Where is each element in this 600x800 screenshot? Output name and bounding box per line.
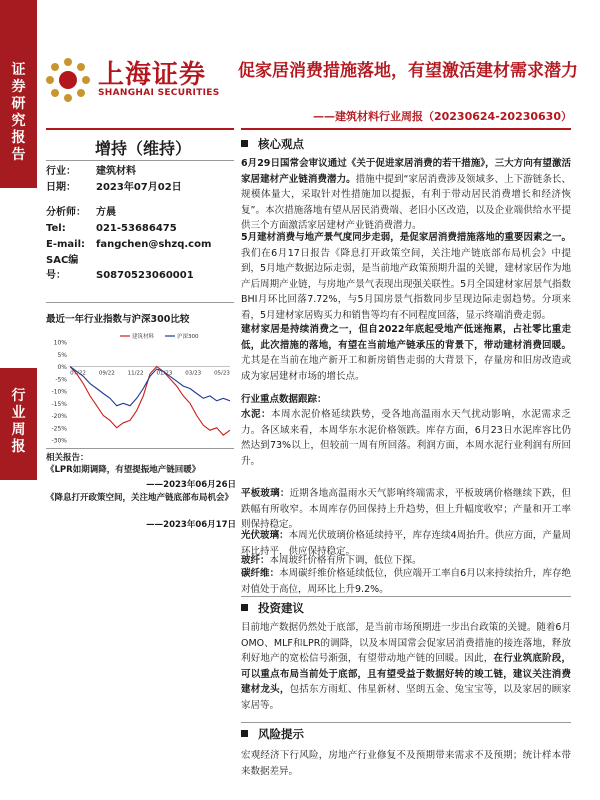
industry-item-text: 本周碳纤维价格延续低位，供应端开工率自6月以来持续抬升，库存绝对值处于高位，周环比上升9.2%。: [241, 568, 571, 595]
y-tick-label: 5%: [57, 351, 67, 359]
industry-item-key: 光伏玻璃：: [241, 530, 289, 541]
info-row: [46, 205, 116, 220]
logo-en: SHANGHAI SECURITIES: [98, 88, 220, 98]
info-row: [46, 164, 136, 179]
related-report-1-date: ——2023年06月26日: [146, 480, 236, 490]
core-paragraph-2: 5月建材消费与地产景气度同步走弱，是促家居消费措施落地的重要因素之一。我们在6月17日报告《降息打开政策空间，关注地产链底部布局机会》中提到，5月地产数据边际走弱，是当前地产政策预期升温的关键，建材家居作为地产后周期产业链，与房地产景气表现出现强关联性。5月全国建材家居景气指数BHI月环比回落7.72%，与5月国房景气指数同步呈现边际走弱趋势。分项来看，5月建材家居购买力和销售等均有不同程度回落，显示终端消费走弱。: [241, 232, 571, 321]
info-row: [46, 221, 177, 236]
y-tick-label: -5%: [55, 376, 67, 384]
related-report-2: 《降息打开政策空间，关注地产链底部布局机会》: [46, 493, 234, 503]
info-divider: [46, 302, 234, 303]
series-line: [70, 367, 230, 406]
sidebar-weekly-tag: [0, 368, 37, 480]
industry-item-text: 本周水泥价格延续跌势，受各地高温雨水天气扰动影响，水泥需求乏力。各区域来看，本周华东水泥价格领跌。库存方面，6月23日水泥库容比仍然达到73%以上，但较前一周有所回落。利润方面，本周水泥行业利润有所回升。: [241, 409, 571, 467]
y-tick-label: 10%: [53, 339, 67, 347]
y-tick-label: 0%: [57, 364, 67, 371]
info-key: E-mail:: [46, 239, 86, 250]
industry-item-key: 平板玻璃：: [241, 488, 290, 499]
x-tick-label: 01/23: [156, 370, 173, 377]
related-report-2-date: ——2023年06月17日: [146, 520, 236, 530]
sidebar: [0, 0, 37, 800]
core-paragraph-3: 建材家居是持续消费之一，但自2022年底起受地产低迷拖累，占社零比重走低，此次措施的落地，有望在当前地产链承压的背景下，带动建材消费回暖。尤其是在当前在地产新开工和新房销售走弱的大背景下，存量房和旧房改造或成为家居建材市场的增长点。: [241, 324, 571, 382]
invest-paragraph: 目前地产数据仍然处于底部，是当前市场预期进一步出台政策的关键。随着6月OMO、MLF和LPR的调降，以及本周国常会促家居消费措施的接连落地，释放利好地产的宽松信号渐强，有望带动地产链的回暖。因此，在行业筑底阶段，可以重点布局当前处于底部，且有望受益于数据好转的竣工链，建议关注消费建材龙头，包括东方雨虹、伟星新材、坚朗五金、兔宝宝等，以及家居的顾家家居等。: [241, 622, 571, 711]
right-divider-top: [241, 128, 571, 130]
industry-item: [241, 486, 571, 533]
rating-label: 增持（维持）: [95, 139, 192, 158]
y-tick-label: -20%: [51, 413, 67, 420]
report-subtitle: ——建筑材料行业周报（20230624-20230630）: [312, 110, 572, 123]
x-tick-label: 05/23: [214, 370, 230, 377]
industry-item-key: 碳纤维：: [241, 568, 280, 579]
invest-heading: 投资建议: [241, 600, 304, 616]
rating-divider: [46, 160, 234, 161]
core-heading: 核心观点: [241, 136, 304, 152]
square-bullet-icon: [241, 140, 248, 147]
x-tick-label: 03/23: [185, 370, 202, 377]
info-value: 021-53686475: [96, 223, 177, 234]
report-title: 促家居消费措施落地，有望激活建材需求潜力: [238, 61, 578, 81]
industry-item: [241, 407, 571, 469]
info-key: 分析师：: [46, 207, 86, 218]
info-row: [46, 180, 182, 195]
info-value: S0870523060001: [96, 270, 194, 281]
sidebar-report-tag: [0, 0, 37, 188]
chart-title: 最近一年行业指数与沪深300比较: [46, 314, 190, 325]
square-bullet-icon: [241, 730, 248, 737]
y-tick-label: -25%: [51, 425, 67, 433]
legend-label: 沪深300: [177, 334, 199, 340]
info-value[interactable]: fangchen@shzq.com: [96, 239, 212, 250]
info-key: 日期：: [46, 182, 76, 193]
industry-item-text: 近期各地高温雨水天气影响终端需求，平板玻璃价格继续下跌，但跌幅有所收窄。本周库存仍回保持上升趋势，但上升幅度收窄；产量和开工率则保持稳定。: [241, 488, 571, 530]
y-tick-label: -30%: [51, 437, 67, 445]
info-row: [46, 253, 194, 283]
info-row: [46, 237, 211, 252]
related-report-1: 《LPR如期调降，有望提振地产链回暖》: [46, 465, 201, 475]
x-tick-label: 11/22: [127, 370, 144, 377]
industry-item-text: 本周光伏玻璃价格延续持平，库存连续4周抬升。供应方面，产量周环比持平，供应保持稳定。: [241, 530, 571, 557]
chart-divider: [46, 448, 234, 449]
industry-item: [241, 566, 571, 597]
company-logo: [40, 52, 220, 112]
info-value: 建筑材料: [96, 166, 136, 177]
sidebar-top-label: 证 券 研 究 报 告: [11, 62, 26, 163]
square-bullet-icon: [241, 604, 248, 611]
risk-paragraph: 宏观经济下行风险，房地产行业修复不及预期带来需求不及预期；统计样本带来数据差异。: [241, 750, 571, 777]
left-divider-top: [46, 128, 234, 130]
industry-item-text: 本周玻纤价格有所下调，低位下探。: [269, 555, 422, 566]
legend-label: 建筑材料: [132, 334, 155, 340]
index-comparison-chart: [40, 328, 236, 448]
x-tick-label: 07/22: [70, 370, 86, 377]
core-paragraph-1: 6月29日国常会审议通过《关于促进家居消费的若干措施》，三大方向有望激活家居建材产业链消费潜力。措施中提到“家居消费涉及领域多、上下游链条长、规模体量大，采取针对性措施加以提振，有利于带动居民消费增长和经济恢复”。本次措施落地有望从居民消费端、老旧小区改造，以及企业端供给水平提供三个方面激活家居建材产业链消费潜力。: [241, 158, 571, 231]
industry-item-key: 玻纤：: [241, 555, 270, 566]
related-label: 相关报告：: [46, 453, 89, 463]
info-key: Tel:: [46, 223, 66, 234]
invest-divider: [241, 596, 571, 597]
industry-item-key: 水泥：: [241, 409, 272, 420]
risk-heading: 风险提示: [241, 726, 304, 742]
info-value: 方晨: [96, 207, 116, 218]
risk-divider: [241, 722, 571, 723]
x-tick-label: 09/22: [98, 370, 115, 377]
info-value: 2023年07月02日: [96, 182, 182, 193]
logo-cn: 上海证券: [98, 60, 207, 90]
info-key: SAC编号：: [46, 255, 79, 281]
industry-heading: 行业重点数据跟踪：: [241, 394, 327, 405]
y-tick-label: -10%: [51, 388, 67, 396]
sidebar-mid-label: 行 业 周 报: [11, 388, 26, 455]
info-key: 行业：: [46, 166, 76, 177]
y-tick-label: -15%: [51, 400, 67, 408]
logo-mark-icon: [44, 56, 92, 104]
